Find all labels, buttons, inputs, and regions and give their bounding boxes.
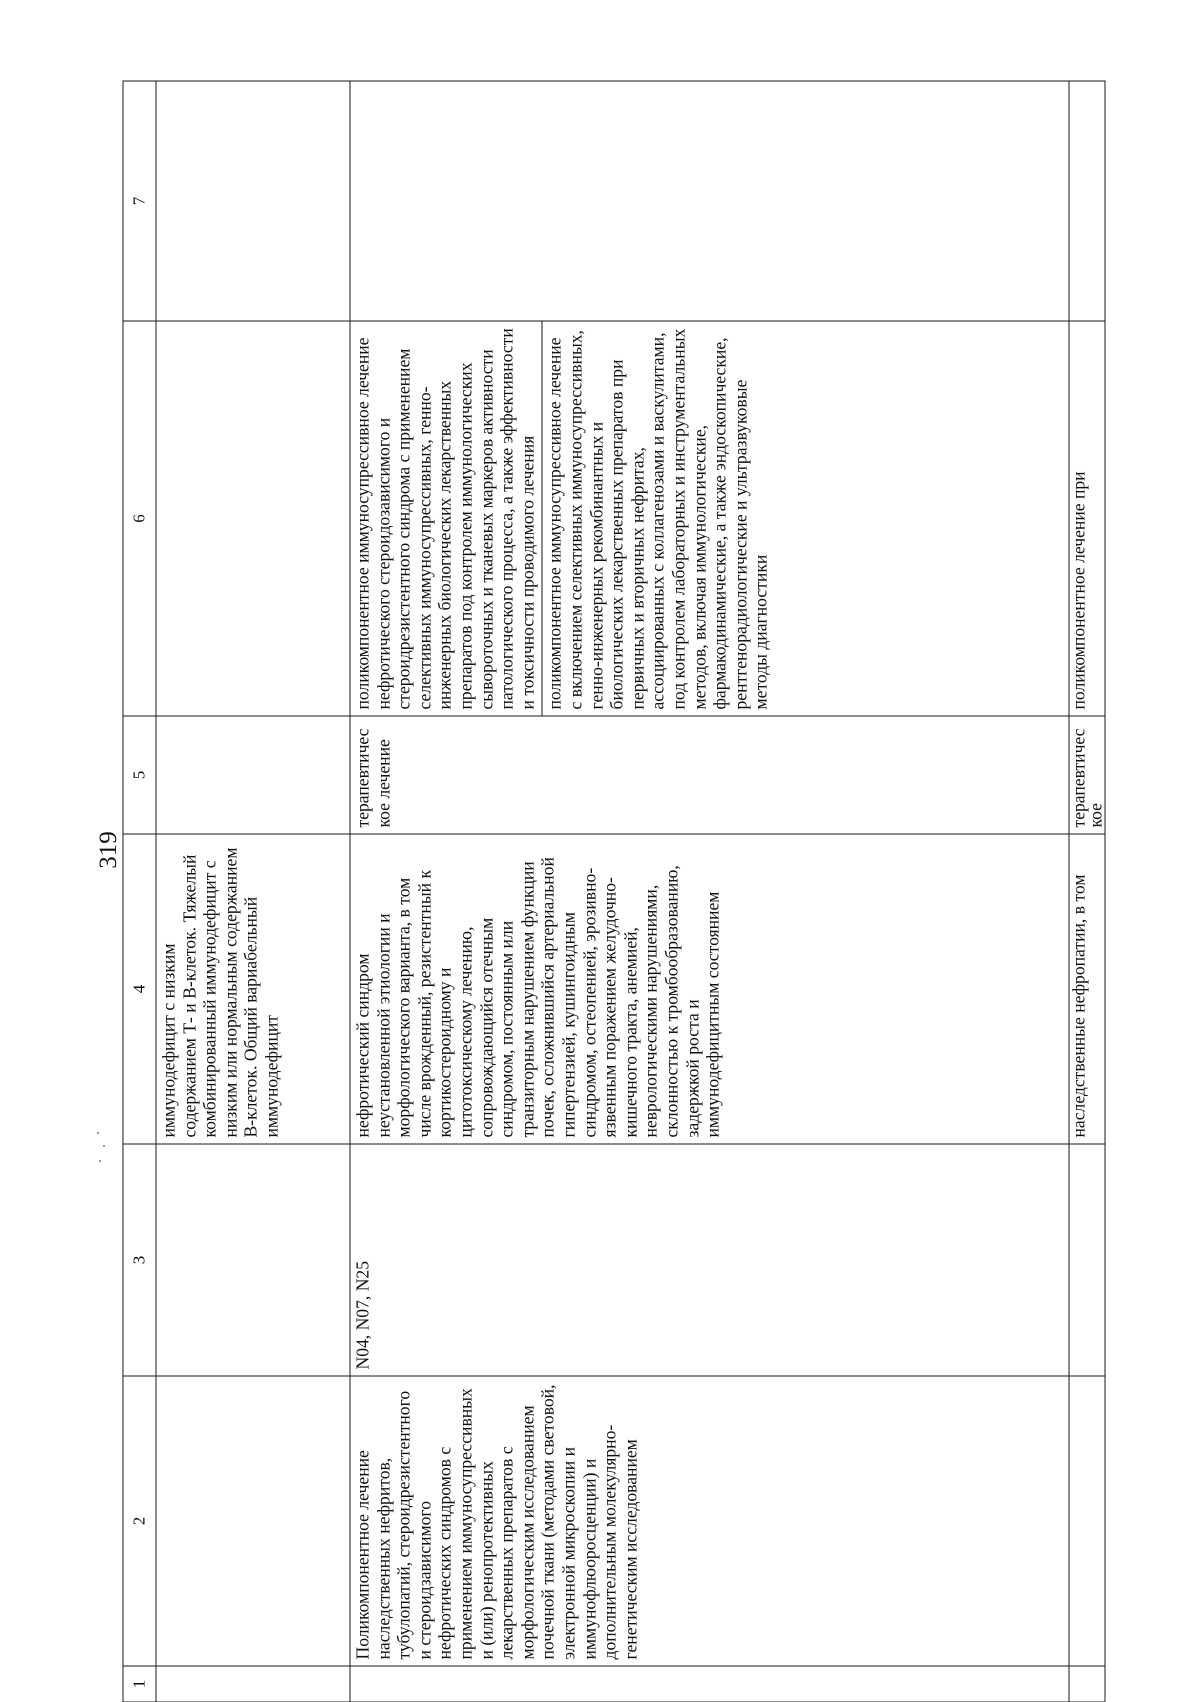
table-row-continuation [156,81,350,1702]
cell-treatment-method: поликомпонентное лечение при [1069,321,1105,716]
column-header-2: 2 [123,1376,156,1666]
column-header-6: 6 [123,321,156,716]
column-header-1: 1 [123,1666,156,1702]
scan-speck [99,1160,101,1162]
cell-treatment-method [350,321,1069,716]
treatment-method-immunosuppressive: поликомпонентное иммуносупрессивное лечение нефротического стероидозависимого и стероидрезистентного синдрома с применением селективных иммуносупрессивных, генно-инженерных биологических лекарственных препаратов под контролем иммунологических сывороточных и тканевых маркеров активности патологического процесса, а также эффективности и токсичности проводимого лечения [352,327,537,709]
column-header-4: 4 [123,834,156,1144]
column-header-3: 3 [123,1144,156,1376]
cell-treatment-name: Поликомпонентное лечение наследственных нефритов, тубулопатий, стероидрезистентного и стероидзависимого нефротических синдромов с применением иммуносупрессивных и (или) ренопротективных лекарственных препаратов с морфологическим исследованием почечной ткани (методами световой, электронной микроскопии и иммунофлюоросценции) и дополнительным молекулярно-генетическим исследованием [350,1376,1069,1666]
cell-cost [350,81,1069,321]
medical-care-table [122,80,1105,1702]
cell-treatment-name [156,1376,350,1666]
column-header-5: 5 [123,716,156,834]
column-header-7: 7 [123,81,156,321]
cell-cost [156,81,350,321]
cell-number [1069,1666,1105,1702]
cell-treatment-type: терапевтическое [1069,716,1105,834]
table-row-hereditary [1069,81,1105,1702]
cell-cost [1069,81,1105,321]
cell-treatment-type: терапевтическое лечение [350,716,1069,834]
cell-patient-model: нефротический синдром неустановленной этиологии и морфологического варианта, в том числе врожденный, резистентный к кортикостероидному и цитотоксическому лечению, сопровождающийся отечным синдромом, постоянным или транзиторным нарушением функции почек, осложнившийся артериальной гипертензией, кушингоидным синдромом, остеопенией, эрозивно-язвенным поражением желудочно-кишечного тракта, анемией, неврологическими нарушениями, склонностью к тромбообразованию, задержкой роста и иммунодефицитным состоянием [350,834,1069,1144]
cell-patient-model: иммунодефицит с низким содержанием Т- и В-клеток. Тяжелый комбинированный иммунодефицит с низким или нормальным содержанием В-клеток. Общий вариабельный иммунодефицит [156,834,350,1144]
treatment-method-selective: поликомпонентное иммуносупрессивное лечение с включением селективных иммуносупрессивных, генно-инженерных рекомбинантных и биологических лекарственных препаратов при первичных и вторичных нефритах, ассоциированных с коллагенозами и васкулитами, под контролем лабораторных и инструментальных методов, включая иммунологические, фармакодинамические, а также эндоскопические, рентгенорадиологические и ультразвуковые методы диагностики [541,321,775,715]
cell-treatment-method [156,321,350,716]
cell-number [350,1666,1069,1702]
page-number: 319 [95,831,122,869]
table-row-nephritis [350,81,1069,1702]
cell-icd-codes [1069,1144,1105,1376]
scan-speck [97,1132,99,1134]
cell-icd-codes [156,1144,350,1376]
cell-treatment-name [1069,1376,1105,1666]
cell-treatment-type [156,716,350,834]
cell-icd-codes: N04, N07, N25 [350,1144,1069,1376]
header-row [123,81,156,1702]
cell-patient-model: наследственные нефропатии, в том [1069,834,1105,1144]
scan-speck [103,1145,105,1147]
cell-number [156,1666,350,1702]
